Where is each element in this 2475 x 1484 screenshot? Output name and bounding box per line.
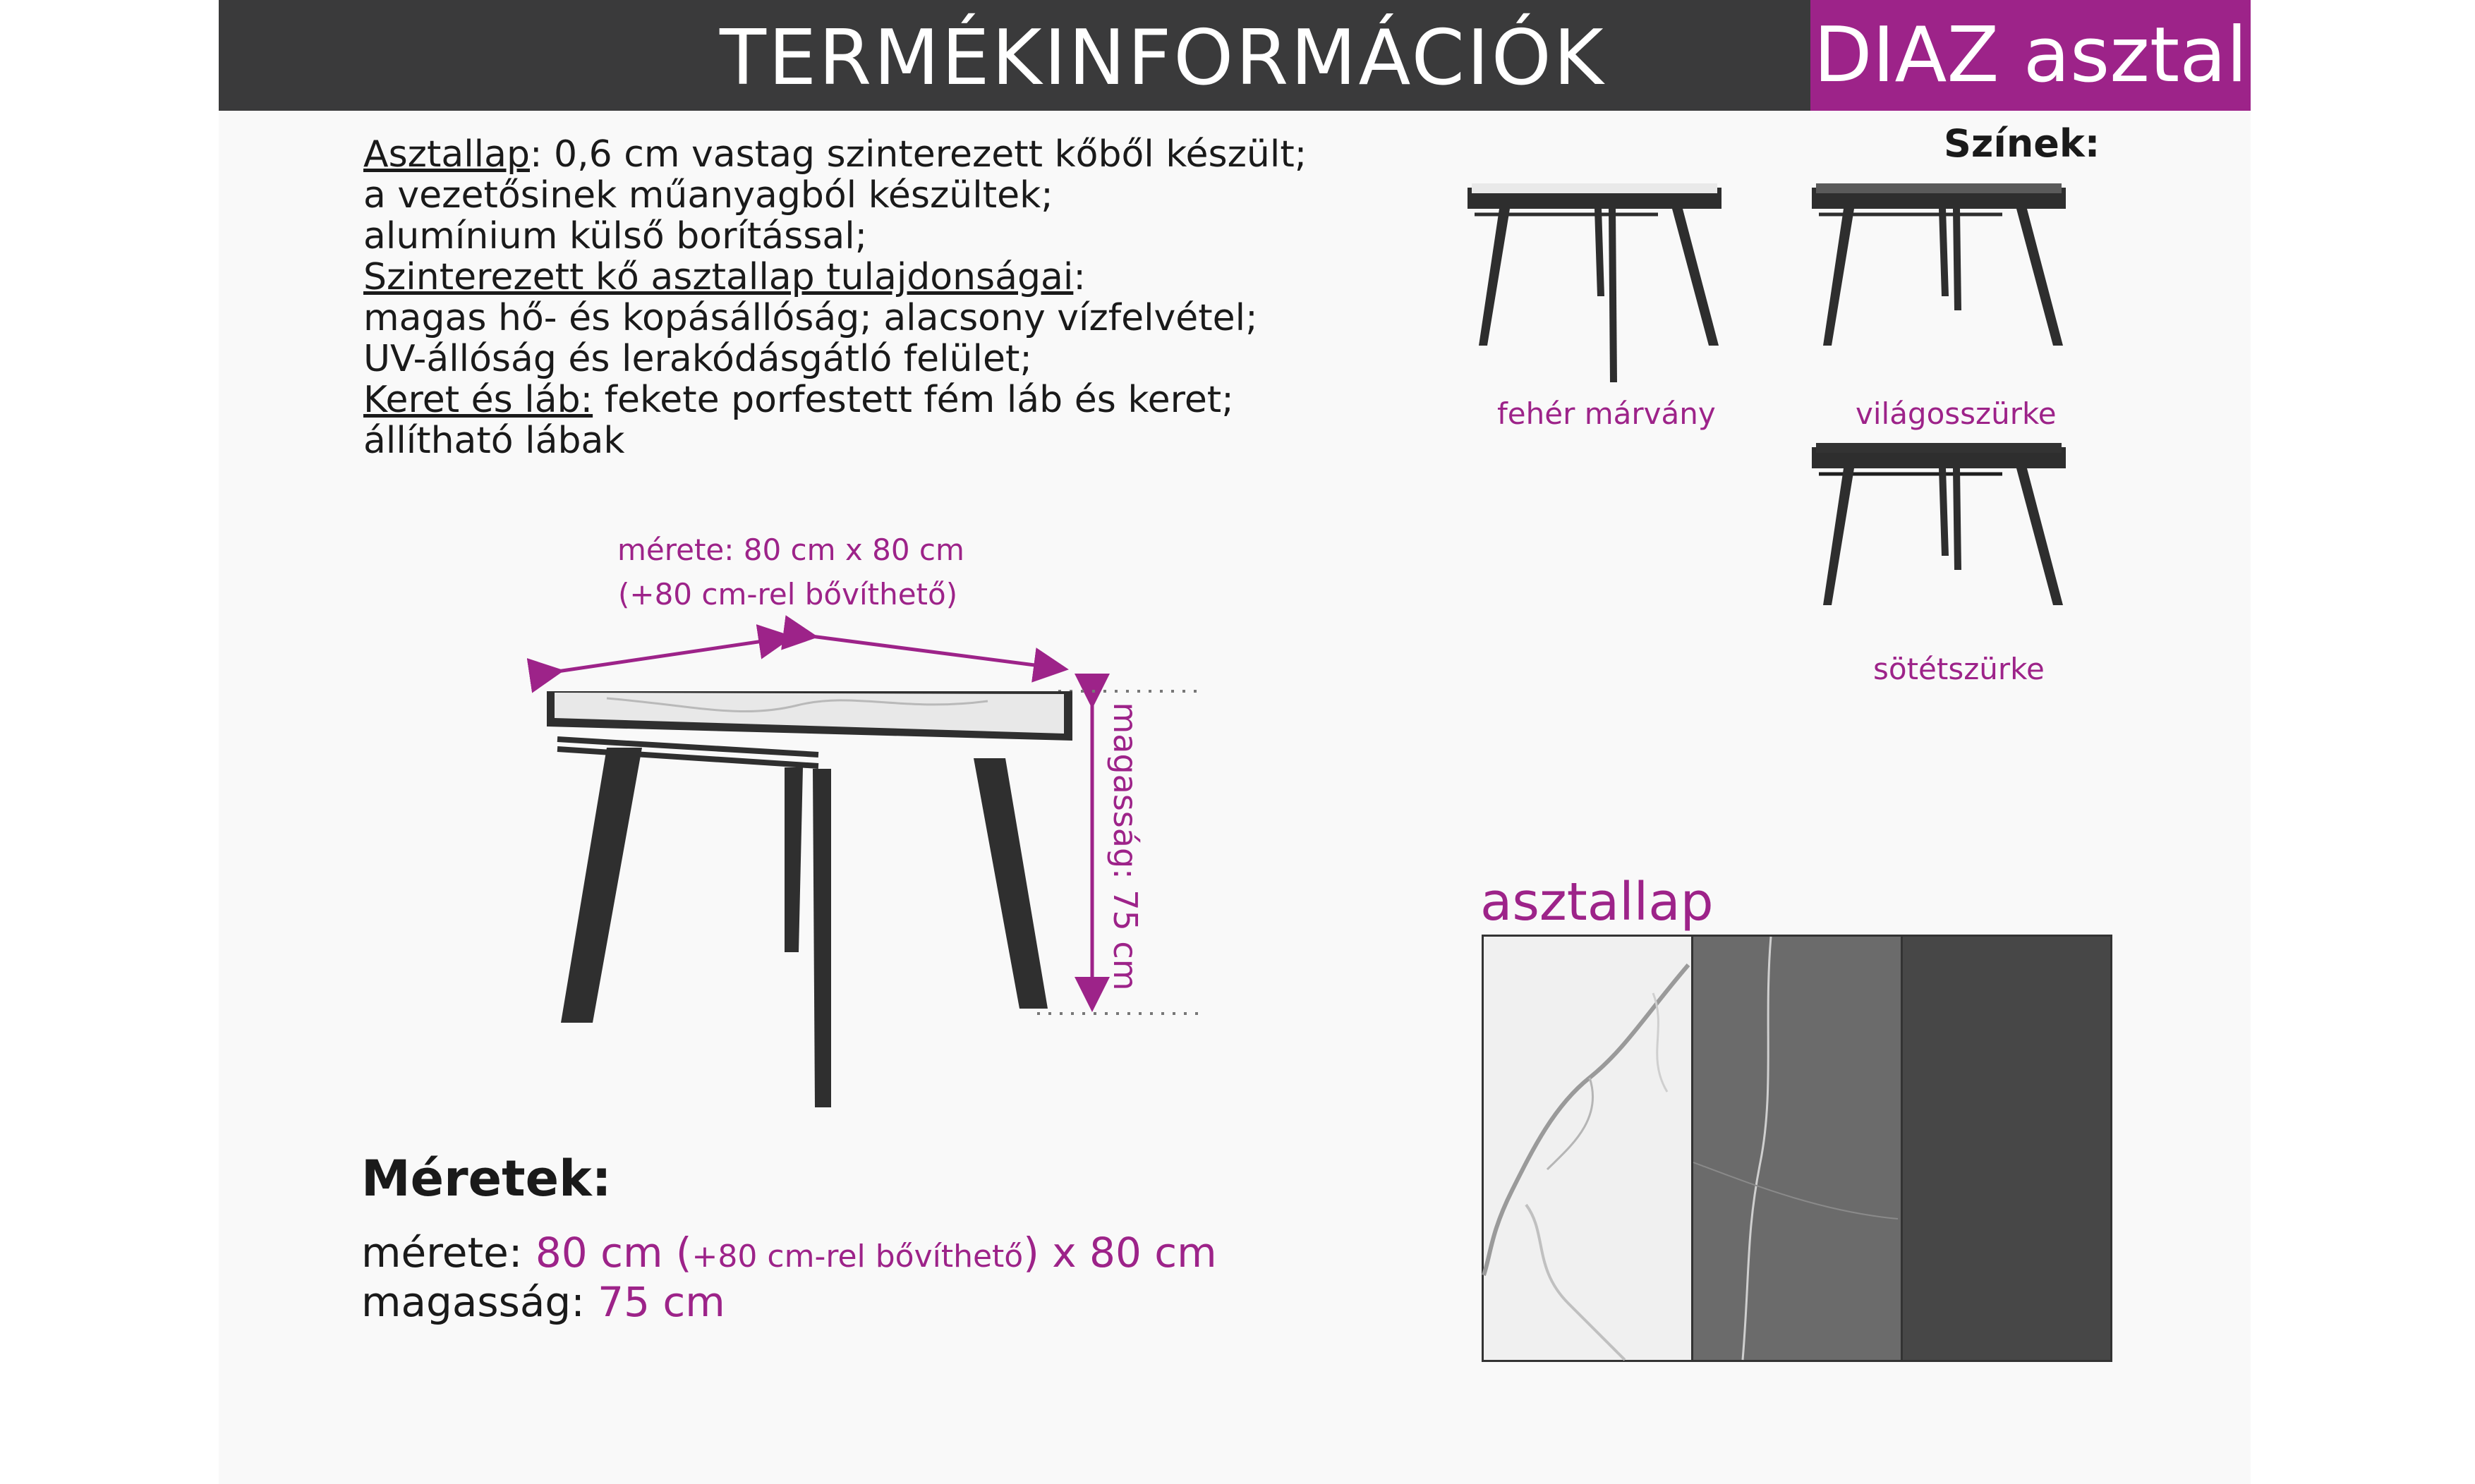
dimensions-title: Méretek: xyxy=(361,1150,612,1208)
color-label-light-grey: világosszürke xyxy=(1856,396,2057,431)
size-value: 80 cm ( xyxy=(535,1229,692,1277)
spec-text: : xyxy=(1073,256,1086,298)
size-prefix: mérete: xyxy=(361,1229,535,1277)
diagram-extension-label: (+80 cm-rel bővíthető) xyxy=(618,577,958,612)
sample-dark-grey xyxy=(1903,937,2110,1360)
spec-label: Keret és láb: xyxy=(363,379,593,421)
diagram-height-label: magasság: 75 cm xyxy=(1106,702,1144,991)
size-line xyxy=(361,1229,1217,1277)
page-title: TERMÉKINFORMÁCIÓK xyxy=(720,14,1606,102)
spec-text: magas hő- és kopásállóság; alacsony vízfelvétel; xyxy=(363,297,1258,339)
colors-title: Színek: xyxy=(1944,121,2100,166)
product-name-badge: DIAZ asztal xyxy=(1810,0,2251,111)
height-value: 75 cm xyxy=(598,1278,725,1326)
table-illustration xyxy=(547,691,1072,1107)
height-prefix: magasság: xyxy=(361,1278,598,1326)
tabletop-title: asztallap xyxy=(1480,872,1714,932)
sample-white-marble xyxy=(1484,937,1693,1360)
spec-label: Asztallap xyxy=(363,133,530,176)
spec-text: fekete porfestett fém láb és keret; xyxy=(593,379,1234,421)
spec-text: a vezetősinek műanyagból készültek; xyxy=(363,174,1053,217)
color-label-dark-grey: sötétszürke xyxy=(1873,652,2045,686)
tabletop-samples xyxy=(1482,935,2112,1362)
sample-light-grey xyxy=(1693,937,1903,1360)
spec-label: Szinterezett kő asztallap tulajdonságai xyxy=(363,256,1074,298)
size-suffix: ) x 80 cm xyxy=(1023,1229,1217,1277)
diagram-size-label: mérete: 80 cm x 80 cm xyxy=(617,533,964,567)
spec-text: állítható lábak xyxy=(363,420,625,462)
spec-text: UV-állóság és lerakódásgátló felület; xyxy=(363,338,1032,380)
color-label-white-marble: fehér márvány xyxy=(1497,396,1716,431)
size-extension: +80 cm-rel bővíthető xyxy=(691,1239,1024,1275)
depth-arrow xyxy=(811,636,1062,669)
width-arrow xyxy=(557,638,787,671)
height-line xyxy=(361,1278,725,1326)
spec-text: alumínium külső borítással; xyxy=(363,215,868,257)
spec-text: : 0,6 cm vastag szinterezett kőből készült; xyxy=(529,133,1307,176)
